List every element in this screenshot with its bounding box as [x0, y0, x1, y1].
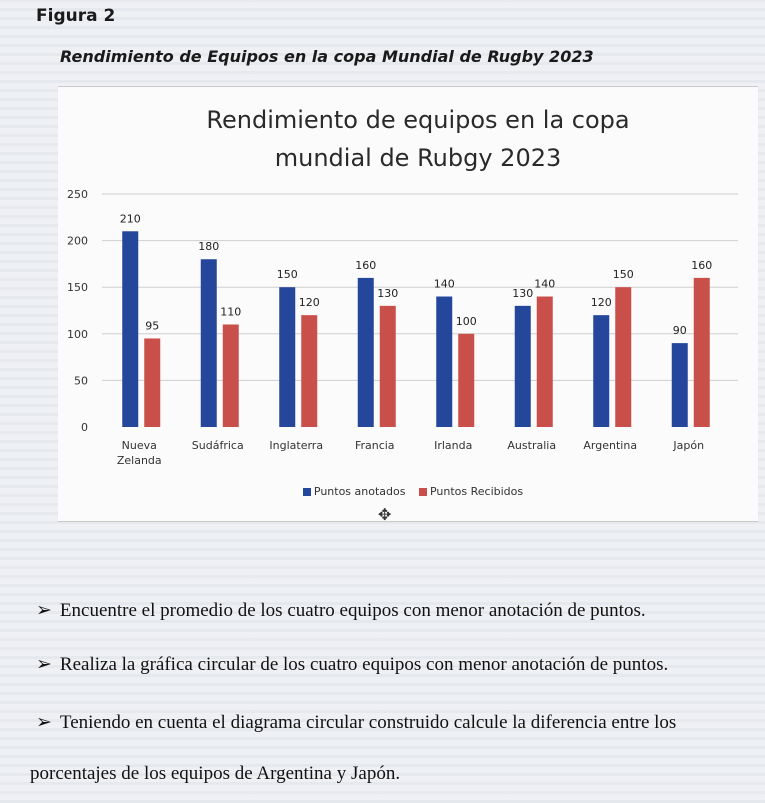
figure-subtitle: Rendimiento de Equipos en la copa Mundial de Rugby 2023	[60, 47, 594, 66]
chart-legend	[58, 485, 758, 498]
bar-anotados	[515, 306, 531, 427]
x-tick-label: Japón	[673, 439, 705, 452]
data-label: 130	[377, 286, 399, 300]
question-1	[36, 599, 646, 622]
chart-title-line2: mundial de Rubgy 2023	[274, 144, 562, 172]
data-label: 130	[512, 286, 534, 300]
bar-recibidos	[223, 324, 239, 427]
question-3	[36, 711, 676, 734]
bar-anotados	[122, 231, 138, 427]
x-tick-label: Irlanda	[434, 439, 473, 452]
bar-anotados	[201, 259, 217, 427]
x-tick-label: Francia	[354, 439, 395, 452]
bar-recibidos	[694, 278, 710, 427]
bar-recibidos	[615, 287, 631, 427]
x-tick-label: Zelanda	[116, 454, 162, 467]
question-3-text-line1: Teniendo en cuenta el diagrama circular construido calcule la diferencia entre los	[59, 712, 677, 733]
data-label: 120	[590, 296, 612, 310]
data-label: 120	[298, 296, 320, 310]
data-label: 100	[455, 314, 477, 328]
question-3-continued: porcentajes de los equipos de Argentina y Japón.	[30, 763, 401, 784]
legend-label-anotados: Puntos anotados	[313, 485, 406, 498]
data-label: 110	[220, 305, 242, 319]
data-label: 90	[672, 324, 687, 338]
y-tick-label: 100	[67, 327, 88, 341]
bullet-arrow-icon: ➢	[36, 712, 52, 733]
chart-frame	[58, 86, 758, 522]
y-tick-label: 0	[81, 421, 88, 434]
y-tick-label: 250	[67, 188, 88, 201]
legend-label-recibidos: Puntos Recibidos	[429, 485, 524, 498]
question-2-text: Realiza la gráfica circular de los cuatro equipos con menor anotación de puntos.	[59, 654, 669, 675]
bullet-arrow-icon: ➢	[36, 654, 52, 675]
data-label: 140	[534, 277, 556, 291]
bar-anotados	[593, 315, 609, 427]
bar-chart	[58, 87, 758, 482]
x-tick-label: Australia	[507, 439, 557, 452]
bar-anotados	[672, 343, 688, 427]
figure-label: Figura 2	[36, 6, 116, 26]
bar-anotados	[279, 287, 295, 427]
bar-recibidos	[458, 334, 474, 427]
data-label: 160	[691, 258, 713, 272]
data-label: 180	[198, 240, 220, 254]
bar-anotados	[436, 297, 452, 427]
bar-anotados	[358, 278, 374, 427]
x-tick-label: Argentina	[583, 439, 638, 452]
data-label: 160	[355, 258, 377, 272]
data-label: 150	[276, 268, 298, 282]
x-tick-label: Inglaterra	[269, 439, 324, 452]
y-tick-label: 50	[74, 374, 88, 388]
bar-recibidos	[301, 315, 317, 427]
x-tick-label: Sudáfrica	[191, 439, 244, 452]
bullet-arrow-icon: ➢	[36, 600, 52, 621]
bar-recibidos	[380, 306, 396, 427]
data-label: 140	[433, 277, 455, 291]
chart-title-line1: Rendimiento de equipos en la copa	[206, 106, 630, 134]
data-label: 210	[119, 212, 141, 226]
data-label: 150	[612, 268, 634, 282]
y-tick-label: 150	[67, 281, 88, 295]
question-1-text: Encuentre el promedio de los cuatro equipos con menor anotación de puntos.	[59, 600, 646, 621]
x-tick-label: Nueva	[121, 439, 157, 452]
y-tick-label: 200	[67, 234, 88, 248]
bar-recibidos	[537, 297, 553, 427]
legend-swatch-anotados	[303, 488, 311, 496]
move-cursor-icon: ✥	[378, 505, 392, 524]
bar-recibidos	[144, 338, 160, 427]
data-label: 95	[145, 319, 160, 333]
question-2	[36, 653, 668, 676]
legend-swatch-recibidos	[419, 488, 427, 496]
